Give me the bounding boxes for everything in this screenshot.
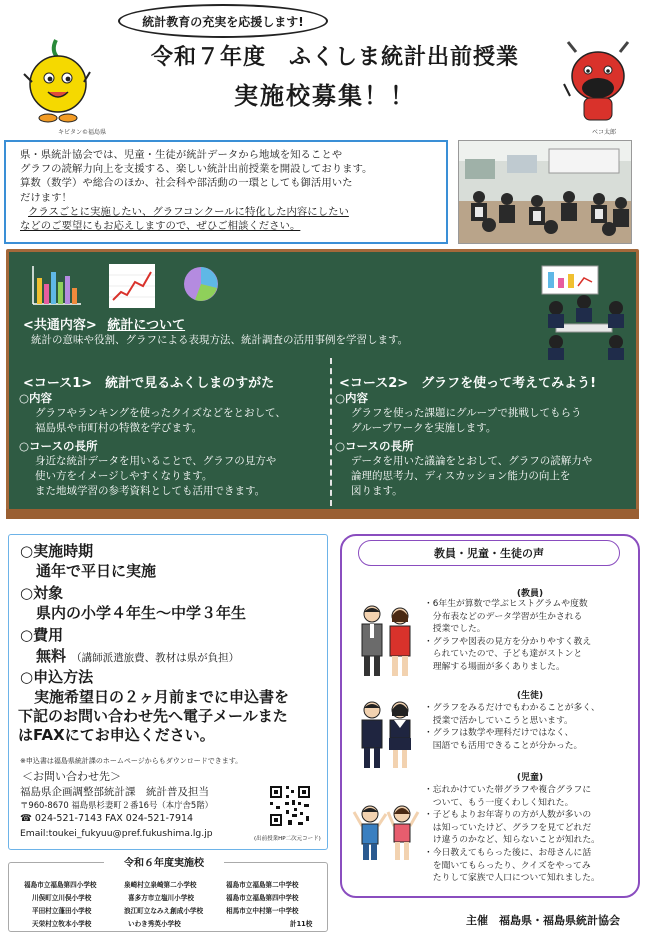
student-voice: ・グラフをみるだけでもわかることが多く、 授業で活かしていこうと思います。 ・グラフは数学や理科だけではなく、 国語でも活用できることが分かった。	[424, 703, 600, 751]
course2-title: <コース2> グラフを使って考えてみよう!	[339, 376, 597, 391]
chalkboard	[6, 249, 639, 512]
classroom-photo	[458, 140, 632, 244]
school-item: 天栄村立牧本小学校	[32, 920, 92, 928]
slogan-bubble: 統計教育の充実を応援します!	[118, 4, 328, 38]
line-chart-icon	[109, 264, 155, 308]
page-title: 令和７年度 ふくしま統計出前授業	[150, 45, 519, 70]
course2-merit-label: ○コースの長所	[335, 439, 414, 453]
middle-school-students-icon	[354, 700, 420, 772]
intro-request-line: クラスごとに実施したい、グラフコンクールに特化した内容にしたい	[28, 205, 349, 218]
course1-title: <コース1> 統計で見るふくしまのすがた	[23, 376, 275, 391]
child-voice: ・忘れかけていた帯グラフや複合グラフに ついて、もう一度くわしく知れた。 ・子どもよりお年寄りの方が人数が多いの は知っていたけど、グラフを見てどれだ け違うのかなど、知らないことが知れた。 ・今日教えてもらった後に、お母さんに話 を聞いてもらったり、クイズをやってみ たりして家族で人口について知れました。	[424, 785, 600, 884]
contact-address: 〒960-8670 福島県杉妻町２番16号（本庁舎5階）	[20, 800, 213, 810]
kibitan-caption: キビタン©福島県	[58, 129, 107, 136]
course1-merit-label: ○コースの長所	[19, 439, 98, 453]
school-item: 福島市立福島第二中学校	[226, 881, 299, 889]
school-item: 泉崎村立泉崎第二小学校	[124, 881, 197, 889]
qr-caption: (出前授業HP二次元コード)	[254, 836, 321, 842]
school-item: 平田村立蓬田小学校	[32, 907, 92, 915]
course2-content-label: ○内容	[335, 391, 369, 405]
teacher-voice-heading: (教員)	[516, 589, 544, 599]
cost-row	[36, 646, 239, 666]
apply-label: ○申込方法	[20, 668, 94, 686]
contact-email[interactable]: Email:toukei_fukyuu@pref.fukushima.lg.jp	[20, 828, 213, 839]
school-item: 福島市立福島第四中学校	[226, 894, 299, 902]
voices-title: 教員・児童・生徒の声	[358, 540, 620, 566]
cost-note: （講師派遣旅費、教材は県が負担）	[71, 652, 240, 664]
teacher-voice: ・6年生が算数で学ぶヒストグラムや度数 分布表などのデータ学習が生かされる 授業でした。 ・グラフや図表の見方を分かりやすく教え られていたので、子ども達がストンと 理解する場面が多くありました。	[424, 599, 592, 672]
teachers-icon	[350, 604, 422, 680]
period-value: 通年で平日に実施	[36, 562, 157, 580]
bar-chart-icon	[31, 264, 83, 308]
organizer-footer: 主催 福島県・福島県統計協会	[466, 914, 620, 927]
school-item: 相馬市立中村第一中学校	[226, 907, 299, 915]
intro-request-line: などのご要望にもお応えしますので、ぜひご相談ください。	[20, 220, 301, 233]
elementary-children-icon	[352, 800, 422, 864]
child-voice-heading: (児童)	[516, 773, 544, 783]
intro-line: 算数（数学）や総合のほか、社会科や部活動の一環としても御活用いた	[20, 177, 353, 190]
kibitan-mascot-icon	[22, 36, 92, 126]
student-voice-heading: (生徒)	[516, 691, 544, 701]
group-work-icon	[536, 262, 634, 362]
course1-content-label: ○内容	[19, 391, 53, 405]
contact-org: 福島県企画調整部統計課 統計普及担当	[20, 786, 209, 798]
course2-content: グラフを使った課題にグループで挑戦してもらう グループワークを実施します。	[351, 407, 582, 434]
download-note: ※申込書は福島県統計課のホームページからもダウンロードできます。	[20, 757, 243, 765]
common-content-desc: 統計の意味や役割、グラフによる表現方法、統計調査の活用事例を学習します。	[31, 334, 409, 346]
contact-heading: ＜お問い合わせ先＞	[22, 770, 121, 783]
school-item: 福島市立福島第四小学校	[24, 881, 97, 889]
common-content-heading: <共通内容> 統計について	[23, 318, 186, 333]
cost-label: ○費用	[20, 626, 64, 644]
cost-value: 無料	[36, 647, 67, 665]
school-item: いわき秀英小学校	[128, 920, 181, 928]
school-count: 計11校	[290, 920, 313, 928]
school-item: 喜多方市立塩川小学校	[128, 894, 194, 902]
bekotaro-mascot-icon	[562, 38, 634, 128]
qr-code-icon[interactable]	[268, 784, 312, 828]
contact-tel-fax: ☎ 024-521-7143 FAX 024-521-7914	[20, 813, 194, 824]
target-label: ○対象	[20, 584, 64, 602]
common-content-topic: 統計について	[107, 318, 186, 333]
intro-line: グラフの読解力向上を支援する、楽しい統計出前授業を開設しております。	[20, 163, 373, 176]
school-item: 浪江町立なみえ創成小学校	[124, 907, 204, 915]
course-divider	[330, 358, 332, 506]
intro-line: 県・県統計協会では、児童・生徒が統計データから地域を知ることや	[20, 149, 343, 161]
target-value: 県内の小学４年生～中学３年生	[36, 604, 247, 622]
apply-text: 実施希望日の２ヶ月前までに申込書を 下記のお問い合わせ先へ電子メールまた はFAXにてお申込ください。	[18, 688, 290, 744]
pie-chart-icon	[181, 264, 221, 304]
course1-content: グラフやランキングを使ったクイズなどをとおして、 福島県や市町村の特徴を学びます。	[35, 407, 286, 434]
school-item: 川俣町立川俣小学校	[32, 894, 92, 902]
course1-merit: 身近な統計データを用いることで、グラフの見方や 使い方をイメージしやすくなります。 また地域学習の参考資料としても活用できます。	[35, 455, 277, 497]
course2-merit: データを用いた議論をとおして、グラフの読解力や 論理的思考力、ディスカッション能力の向上を 図ります。	[351, 455, 593, 497]
bekotaro-caption: ベコ太郎	[592, 129, 617, 136]
intro-line: だけます！	[20, 191, 72, 204]
intro-box	[4, 140, 448, 244]
page-subtitle: 実施校募集！！	[234, 82, 416, 110]
period-label: ○実施時期	[20, 542, 94, 560]
past-schools-title: 令和６年度実施校	[104, 854, 224, 870]
chalk-tray	[6, 509, 639, 519]
